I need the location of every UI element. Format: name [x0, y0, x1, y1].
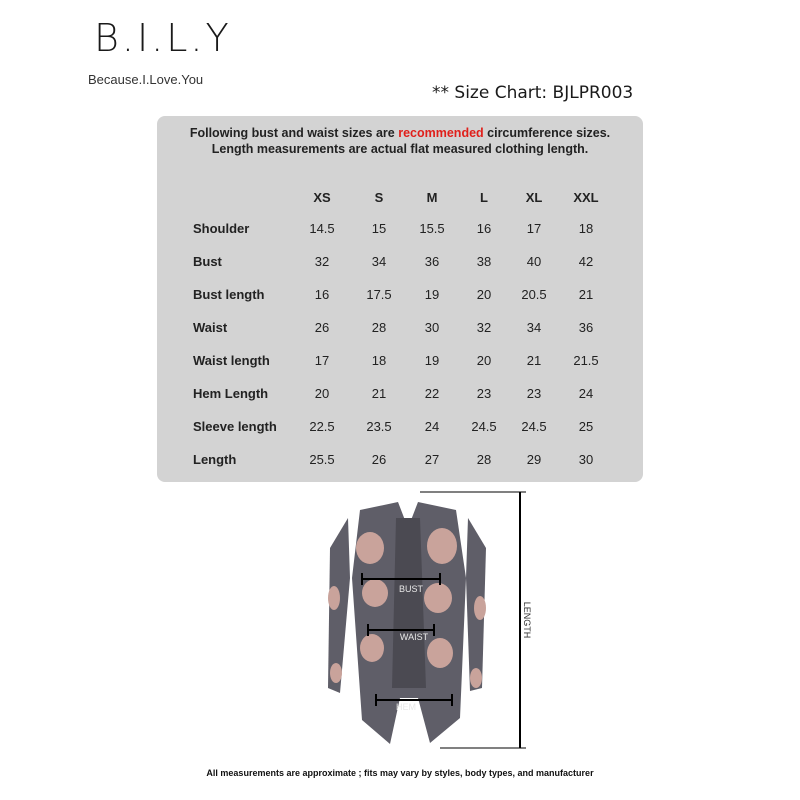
- measurement-value: 34: [371, 254, 387, 269]
- size-chart-panel: [157, 116, 643, 482]
- measurement-label: Hem Length: [193, 386, 269, 401]
- measurement-value: 26: [314, 320, 330, 335]
- measurement-value: 30: [578, 452, 594, 467]
- measurement-value: 18: [578, 221, 594, 236]
- measurement-value: 15: [371, 221, 387, 236]
- measurement-label: Waist: [193, 320, 228, 335]
- measurement-label: Length: [193, 452, 237, 467]
- measurement-value: 24.5: [471, 419, 497, 434]
- bust-label: BUST: [398, 584, 424, 594]
- measurement-value: 21: [526, 353, 542, 368]
- measurement-value: 30: [424, 320, 440, 335]
- measurement-value: 17: [526, 221, 542, 236]
- measurement-value: 17.5: [366, 287, 392, 302]
- measurement-value: 27: [424, 452, 440, 467]
- length-label: LENGTH: [522, 601, 532, 639]
- measurement-label: Bust length: [193, 287, 265, 302]
- measurement-value: 21: [371, 386, 387, 401]
- measurement-value: 42: [578, 254, 594, 269]
- brand-logo: B.I.L.Y: [94, 16, 232, 60]
- size-chart-code: ** Size Chart: BJLPR003: [432, 83, 634, 103]
- measurement-value: 29: [526, 452, 542, 467]
- measurement-label: Waist length: [193, 353, 270, 368]
- inner-top: [392, 518, 426, 688]
- measurement-value: 28: [476, 452, 492, 467]
- recommended-highlight: recommended: [398, 126, 484, 140]
- measurement-value: 36: [578, 320, 594, 335]
- measurement-label: Shoulder: [193, 221, 250, 236]
- brand-tagline: Because.I.Love.You: [88, 72, 204, 87]
- measurement-value: 28: [371, 320, 387, 335]
- size-header: XL: [525, 190, 543, 205]
- size-header: L: [480, 190, 488, 205]
- measurement-footnote: All measurements are approximate ; fits may vary by styles, body types, and manufacturer: [206, 768, 594, 778]
- size-note-line2: Length measurements are actual flat measured clothing length.: [211, 142, 589, 156]
- measurement-value: 22.5: [309, 419, 335, 434]
- measurement-value: 36: [424, 254, 440, 269]
- measurement-value: 21: [578, 287, 594, 302]
- measurement-value: 32: [314, 254, 330, 269]
- size-note: [157, 125, 643, 157]
- measurement-value: 21.5: [573, 353, 599, 368]
- size-header: S: [374, 190, 384, 205]
- measurement-value: 15.5: [419, 221, 445, 236]
- waist-label: WAIST: [399, 632, 429, 642]
- measurement-value: 24: [578, 386, 594, 401]
- measurement-value: 24: [424, 419, 440, 434]
- cardigan-diagram: [300, 488, 530, 758]
- measurement-value: 14.5: [309, 221, 335, 236]
- measurement-value: 34: [526, 320, 542, 335]
- measurement-value: 32: [476, 320, 492, 335]
- measurement-value: 40: [526, 254, 542, 269]
- size-note-line1: Following bust and waist sizes are recommended circumference sizes.: [189, 126, 611, 140]
- size-header: M: [426, 190, 438, 205]
- size-header: XXL: [573, 190, 599, 205]
- measurement-value: 20.5: [521, 287, 547, 302]
- hem-label: HEM: [396, 702, 416, 712]
- measurement-label: Sleeve length: [193, 419, 277, 434]
- measurement-value: 22: [424, 386, 440, 401]
- measurement-value: 20: [476, 353, 492, 368]
- measurement-value: 23: [476, 386, 492, 401]
- measurement-value: 23: [526, 386, 542, 401]
- measurement-value: 18: [371, 353, 387, 368]
- measurement-value: 20: [314, 386, 330, 401]
- measurement-value: 19: [424, 287, 440, 302]
- measurement-value: 25.5: [309, 452, 335, 467]
- measurement-value: 26: [371, 452, 387, 467]
- measurement-value: 24.5: [521, 419, 547, 434]
- size-header: XS: [313, 190, 331, 205]
- measurement-value: 20: [476, 287, 492, 302]
- measurement-value: 19: [424, 353, 440, 368]
- measurement-value: 16: [314, 287, 330, 302]
- measurement-value: 23.5: [366, 419, 392, 434]
- measurement-label: Bust: [193, 254, 222, 269]
- measurement-value: 16: [476, 221, 492, 236]
- measurement-value: 17: [314, 353, 330, 368]
- measurement-value: 25: [578, 419, 594, 434]
- measurement-value: 38: [476, 254, 492, 269]
